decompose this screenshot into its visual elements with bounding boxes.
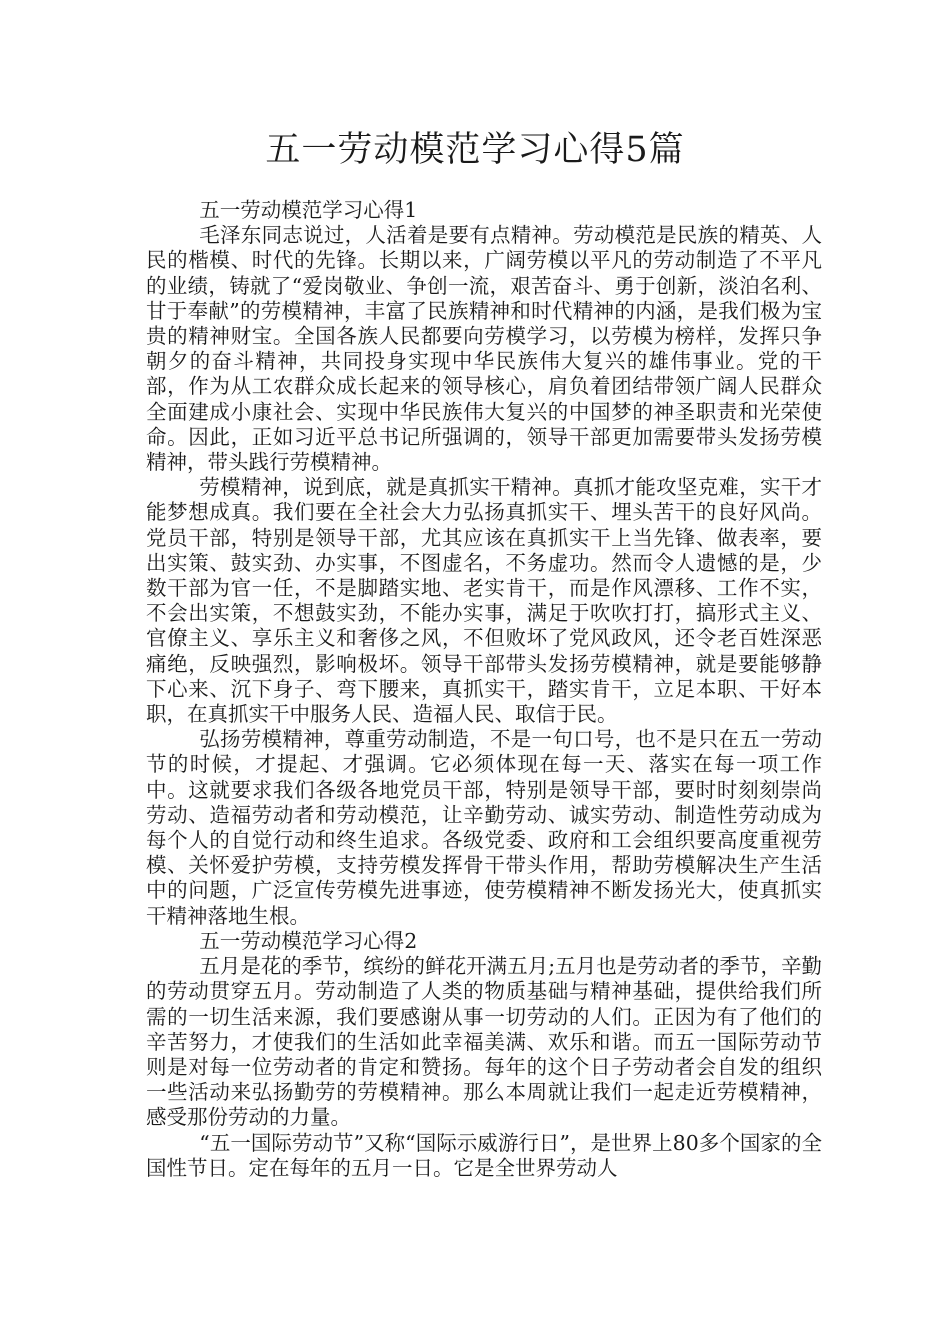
document-title: 五一劳动模范学习心得5篇 <box>265 130 685 170</box>
paragraph: “五一国际劳动节”又称“国际示威游行日”，是世界上80多个国家的全国性节日。定在每年的五月一日。它是全世界劳动人 <box>146 1130 822 1180</box>
section-heading-1: 五一劳动模范学习心得1 <box>199 198 418 222</box>
section-heading-2: 五一劳动模范学习心得2 <box>199 928 418 953</box>
paragraph: 弘扬劳模精神，尊重劳动制造，不是一句口号，也不是只在五一劳动节的时候，才提起、才强调。它必须体现在每一天、落实在每一项工作中。这就要求我们各级各地党员干部，特别是领导干部，要时时刻刻崇尚劳动、造福劳动者和劳动模范，让辛勤劳动、诚实劳动、制造性劳动成为每个人的自觉行动和终生追求。各级党委、政府和工会组织要高度重视劳模、关怀爱护劳模，支持劳模发挥骨干带头作用，帮助劳模解决生产生活中的问题，广泛宣传劳模先进事迹，使劳模精神不断发扬光大，使真抓实干精神落地生根。 <box>146 727 822 928</box>
paragraph: 毛泽东同志说过，人活着是要有点精神。劳动模范是民族的精英、人民的楷模、时代的先锋。长期以来，广阔劳模以平凡的劳动制造了不平凡的业绩，铸就了“爱岗敬业、争创一流，艰苦奋斗、勇于创新，淡泊名利、甘于奉献”的劳模精神，丰富了民族精神和时代精神的内涵，是我们极为宝贵的精神财宝。全国各族人民都要向劳模学习，以劳模为榜样，发挥只争朝夕的奋斗精神，共同投身实现中华民族伟大复兴的雄伟事业。党的干部，作为从工农群众成长起来的领导核心，肩负着团结带领广阔人民群众全面建成小康社会、实现中华民族伟大复兴的中国梦的神圣职责和光荣使命。因此，正如习近平总书记所强调的，领导干部更加需要带头发扬劳模精神，带头践行劳模精神。 <box>146 223 822 475</box>
document-body <box>146 198 822 1181</box>
paragraph: 五月是花的季节，缤纷的鲜花开满五月;五月也是劳动者的季节，辛勤的劳动贯穿五月。劳动制造了人类的物质基础与精神基础，提供给我们所需的一切生活来源，我们要感谢从事一切劳动的人们。正因为有了他们的辛苦努力，才使我们的生活如此幸福美满、欢乐和谐。而五一国际劳动节则是对每一位劳动者的肯定和赞扬。每年的这个日子劳动者会自发的组织一些活动来弘扬勤劳的劳模精神。那么本周就让我们一起走近劳模精神，感受那份劳动的力量。 <box>146 954 822 1130</box>
paragraph: 劳模精神，说到底，就是真抓实干精神。真抓才能攻坚克难，实干才能梦想成真。我们要在全社会大力弘扬真抓实干、埋头苦干的良好风尚。党员干部，特别是领导干部，尤其应该在真抓实干上当先锋、做表率，要出实策、鼓实劲、办实事，不图虚名，不务虚功。然而令人遗憾的是，少数干部为官一任，不是脚踏实地、老实肯干，而是作风漂移、工作不实，不会出实策，不想鼓实劲，不能办实事，满足于吹吹打打，搞形式主义、官僚主义、享乐主义和奢侈之风，不但败坏了党风政风，还令老百姓深恶痛绝，反映强烈，影响极坏。领导干部带头发扬劳模精神，就是要能够静下心来、沉下身子、弯下腰来，真抓实干，踏实肯干，立足本职、干好本职，在真抓实干中服务人民、造福人民、取信于民。 <box>146 475 822 727</box>
